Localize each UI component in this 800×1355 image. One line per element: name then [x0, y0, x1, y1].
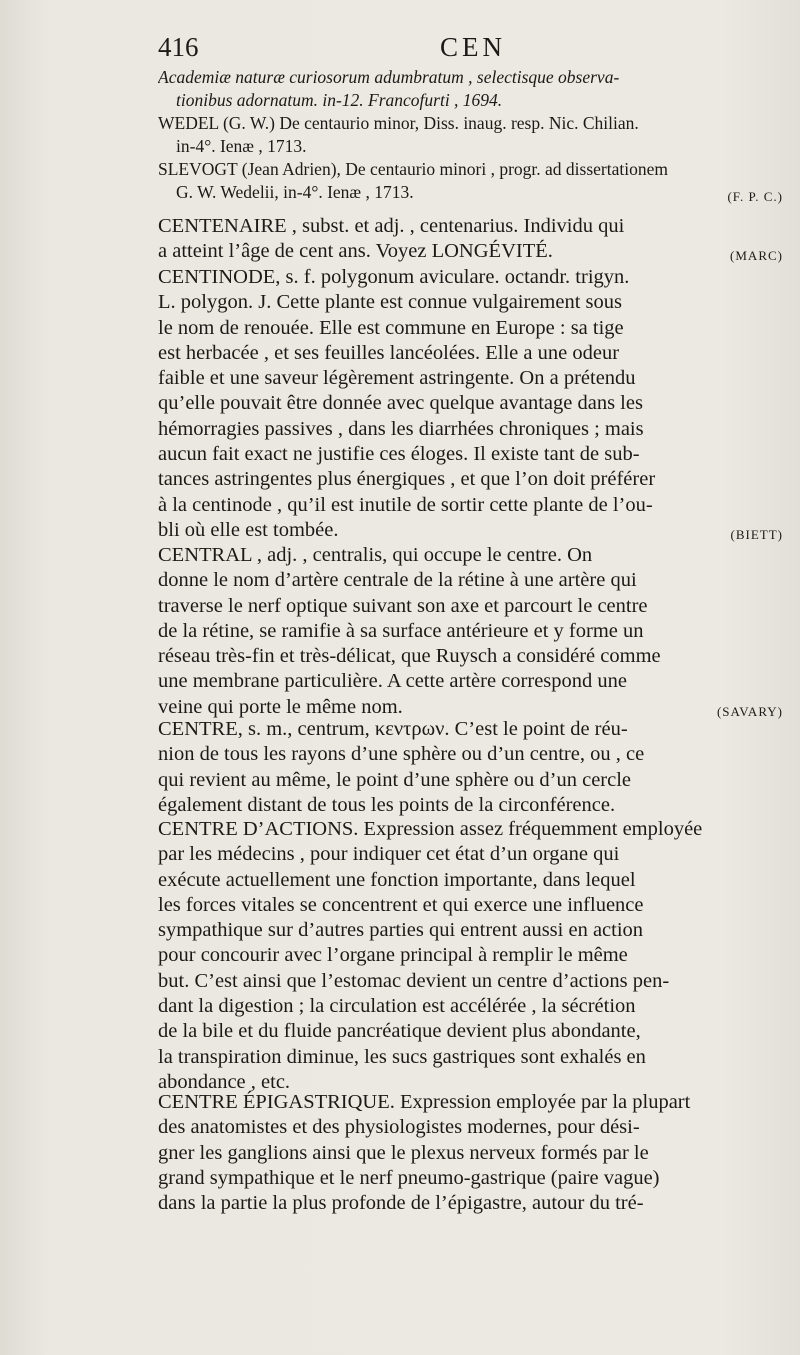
text-line: dant la digestion ; la circulation est accélérée , la sécrétion [158, 995, 636, 1018]
entry-centre-dactions [158, 817, 783, 1095]
text-line: une membrane particulière. A cette artère correspond une [158, 670, 627, 693]
author-tag: (MARC) [730, 248, 783, 264]
bibliography-block [158, 66, 783, 204]
author-tag: (F. P. C.) [727, 189, 783, 204]
text-line: Academiæ naturæ curiosorum adumbratum , selectisque observa- [158, 67, 620, 87]
text-line: exécute actuellement une fonction importante, dans lequel [158, 868, 636, 891]
text-line: par les médecins , pour indiquer cet état d’un organe qui [158, 843, 620, 866]
text-line: L. polygon. J. Cette plante est connue vulgairement sous [158, 291, 623, 314]
text-line: tances astringentes plus énergiques , et que l’on doit préférer [158, 468, 656, 491]
text-line: est herbacée , et ses feuilles lancéolées. Elle a une odeur [158, 341, 620, 364]
text-line: CENTINODE, s. f. polygonum aviculare. octandr. trigyn. [158, 266, 630, 288]
author-tag: (BIETT) [730, 526, 783, 542]
entry-centinode [158, 265, 783, 543]
text-line: WEDEL (G. W.) De centaurio minor, Diss. inaug. resp. Nic. Chilian. [158, 113, 639, 133]
text-line: CENTENAIRE , subst. et adj. , centenarius. Individu qui [158, 215, 625, 237]
page-header [158, 30, 778, 64]
bibliography-entry [158, 112, 783, 158]
text-line: les forces vitales se concentrent et qui exerce une influence [158, 893, 644, 916]
text-line: sympathique sur d’autres parties qui entrent aussi en action [158, 919, 644, 942]
text-line: donne le nom d’artère centrale de la rétine à une artère qui [158, 569, 637, 592]
text-line: à la centinode , qu’il est inutile de sortir cette plante de l’ou- [158, 493, 653, 516]
text-segment: G. W. Wedelii, in-4°. Ienæ , 1713. [176, 182, 414, 202]
text-line: le nom de renouée. Elle est commune en Europe : sa tige [158, 316, 624, 339]
text-line: dans la partie la plus profonde de l’épigastre, autour du tré- [158, 1192, 644, 1215]
bibliography-entry [158, 66, 783, 112]
text-segment: veine qui porte le même nom. [158, 695, 403, 718]
text-line: CENTRE, s. m., centrum, κεντρων. C’est le point de réu- [158, 718, 628, 740]
text-line: nion de tous les rayons d’une sphère ou d’un centre, ou , ce [158, 743, 645, 766]
text-line: la transpiration diminue, les sucs gastriques sont exhalés en [158, 1045, 646, 1068]
running-head: CEN [440, 32, 506, 62]
text-line: pour concourir avec l’organe principal à remplir le même [158, 944, 628, 967]
author-tag: (SAVARY) [716, 703, 783, 719]
text-line [158, 518, 783, 543]
text-line: réseau très-fin et très-délicat, que Ruysch a considéré comme [158, 645, 661, 668]
page-number: 416 [158, 32, 199, 62]
text-line: de la rétine, se ramifie à sa surface antérieure et y forme un [158, 619, 644, 642]
text-line: CENTRE ÉPIGASTRIQUE. Expression employée par la plupart [158, 1091, 691, 1113]
text-line: SLEVOGT (Jean Adrien), De centaurio minori , progr. ad dissertationem [158, 159, 668, 179]
text-line: de la bile et du fluide pancréatique devient plus abondante, [158, 1020, 641, 1043]
text-line: hémorragies passives , dans les diarrhées chroniques ; mais [158, 417, 644, 440]
text-line: gner les ganglions ainsi que le plexus nerveux formés par le [158, 1141, 649, 1164]
bibliography-entry [158, 158, 783, 204]
text-line: in-4°. Ienæ , 1713. [176, 136, 307, 156]
text-line: tionibus adornatum. in-12. Francofurti , 1694. [176, 90, 503, 110]
entry-centre [158, 717, 783, 818]
text-line [158, 181, 783, 204]
text-line: qu’elle pouvait être donnée avec quelque avantage dans les [158, 392, 643, 415]
text-line: traverse le nerf optique suivant son axe et parcourt le centre [158, 594, 648, 617]
text-line: CENTRE D’ACTIONS. Expression assez fréquemment employée [158, 818, 703, 840]
text-line: qui revient au même, le point d’une sphère ou d’un cercle [158, 768, 632, 791]
text-line: grand sympathique et le nerf pneumo-gastrique (paire vague) [158, 1166, 660, 1189]
text-line: également distant de tous les points de la circonférence. [158, 793, 616, 816]
text-line: faible et une saveur légèrement astringente. On a prétendu [158, 367, 636, 390]
text-segment: a atteint l’âge de cent ans. Voyez LONGÉVITÉ. [158, 240, 553, 263]
text-line: abondance , etc. [158, 1070, 291, 1093]
text-line: but. C’est ainsi que l’estomac devient un centre d’actions pen- [158, 969, 670, 992]
text-line: des anatomistes et des physiologistes modernes, pour dési- [158, 1116, 640, 1139]
entry-central [158, 543, 783, 720]
entry-centenaire [158, 214, 783, 265]
entry-centre-epigastrique [158, 1090, 783, 1216]
text-line [158, 239, 783, 264]
text-line: CENTRAL , adj. , centralis, qui occupe le centre. On [158, 544, 593, 566]
text-segment: bli où elle est tombée. [158, 518, 339, 541]
text-line: aucun fait exact ne justifie ces éloges. Il existe tant de sub- [158, 443, 640, 466]
